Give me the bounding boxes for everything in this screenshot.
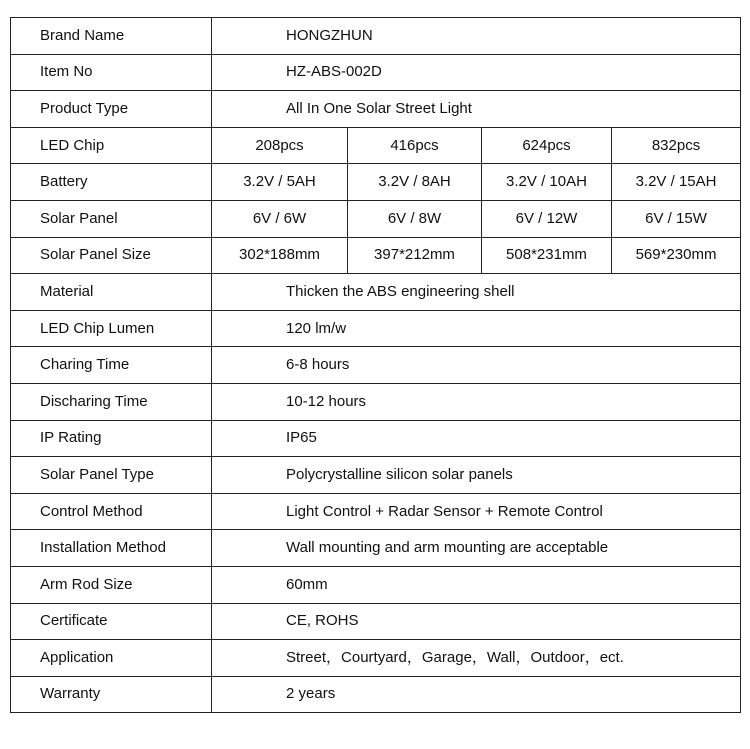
row-label: IP Rating [11,420,212,457]
row-value: Thicken the ABS engineering shell [212,274,741,311]
variant-cell: 3.2V / 15AH [612,164,741,201]
row-label: Battery [11,164,212,201]
variant-cell: 208pcs [212,127,348,164]
row-value: All In One Solar Street Light [212,91,741,128]
variant-cell: 3.2V / 10AH [482,164,612,201]
row-value: Wall mounting and arm mounting are acceptable [212,530,741,567]
row-label: Warranty [11,676,212,713]
row-label: Item No [11,54,212,91]
row-product-type [11,91,741,128]
row-item-no [11,54,741,91]
row-battery [11,164,741,201]
variant-cell: 569*230mm [612,237,741,274]
row-value: Light Control + Radar Sensor + Remote Control [212,493,741,530]
row-label: LED Chip [11,127,212,164]
row-label: Product Type [11,91,212,128]
variant-cell: 397*212mm [348,237,482,274]
row-label: Material [11,274,212,311]
row-label: Solar Panel Type [11,457,212,494]
row-control-method [11,493,741,530]
row-label: Discharing Time [11,383,212,420]
row-brand-name [11,18,741,55]
row-value: 6-8 hours [212,347,741,384]
row-label: Control Method [11,493,212,530]
row-value: Street，Courtyard，Garage，Wall，Outdoor，ect. [212,640,741,677]
row-material [11,274,741,311]
row-value: 60mm [212,566,741,603]
row-label: Installation Method [11,530,212,567]
variant-cell: 624pcs [482,127,612,164]
row-label: Application [11,640,212,677]
variant-cell: 508*231mm [482,237,612,274]
row-value: 120 lm/w [212,310,741,347]
variant-cell: 3.2V / 5AH [212,164,348,201]
row-value: HZ-ABS-002D [212,54,741,91]
row-solar-panel [11,200,741,237]
row-label: Solar Panel [11,200,212,237]
spec-table [10,17,741,713]
variant-cell: 6V / 8W [348,200,482,237]
variant-cell: 6V / 15W [612,200,741,237]
row-value: Polycrystalline silicon solar panels [212,457,741,494]
row-solar-panel-size [11,237,741,274]
row-value: 10-12 hours [212,383,741,420]
row-value: 2 years [212,676,741,713]
variant-cell: 832pcs [612,127,741,164]
row-warranty [11,676,741,713]
variant-cell: 6V / 12W [482,200,612,237]
row-led-chip-lumen [11,310,741,347]
variant-cell: 3.2V / 8AH [348,164,482,201]
row-label: Solar Panel Size [11,237,212,274]
row-charing-time [11,347,741,384]
row-discharing-time [11,383,741,420]
row-solar-panel-type [11,457,741,494]
row-certificate [11,603,741,640]
row-value: IP65 [212,420,741,457]
row-value: HONGZHUN [212,18,741,55]
row-led-chip [11,127,741,164]
row-label: Certificate [11,603,212,640]
row-value: CE, ROHS [212,603,741,640]
row-label: Brand Name [11,18,212,55]
variant-cell: 302*188mm [212,237,348,274]
variant-cell: 416pcs [348,127,482,164]
row-label: Arm Rod Size [11,566,212,603]
row-application [11,640,741,677]
row-label: Charing Time [11,347,212,384]
variant-cell: 6V / 6W [212,200,348,237]
row-ip-rating [11,420,741,457]
row-label: LED Chip Lumen [11,310,212,347]
row-installation-method [11,530,741,567]
row-arm-rod-size [11,566,741,603]
